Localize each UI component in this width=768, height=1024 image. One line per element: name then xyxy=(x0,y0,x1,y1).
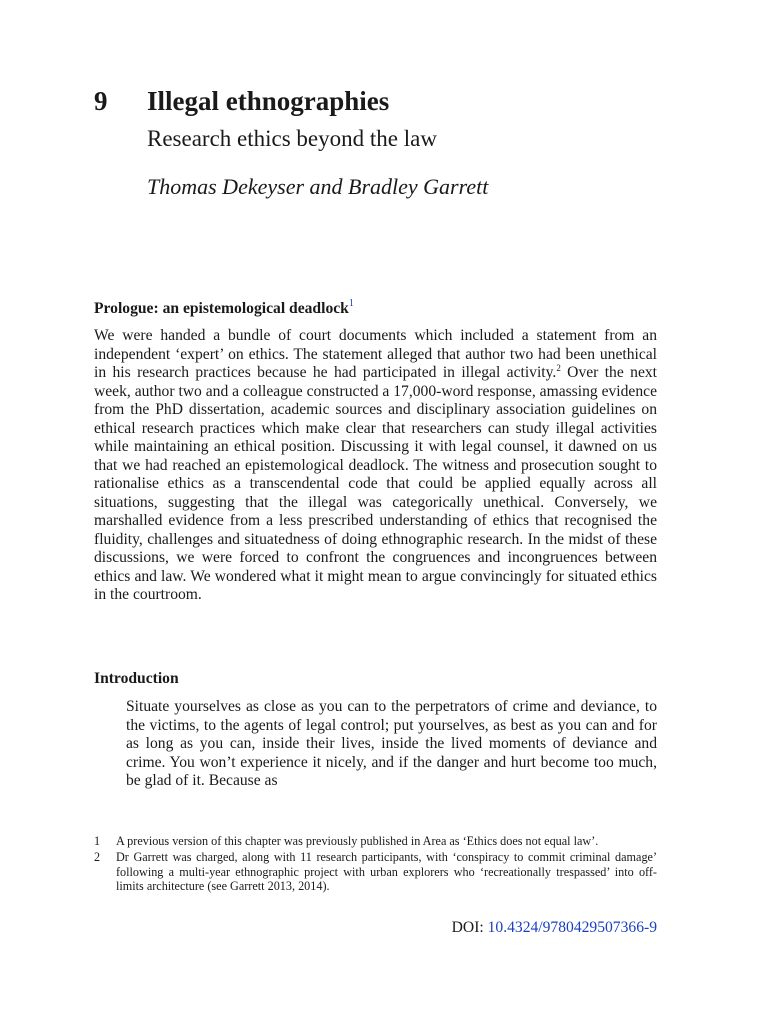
introduction-heading: Introduction xyxy=(94,670,179,687)
footnote-1 xyxy=(94,834,657,848)
chapter-title: Illegal ethnographies xyxy=(147,86,390,116)
prologue-heading-text: Prologue: an epistemological deadlock xyxy=(94,300,349,318)
footnote-number: 1 xyxy=(94,834,101,848)
prologue-heading xyxy=(94,299,354,318)
introduction-quote-text: Situate yourselves as close as you can to the perpetrators of crime and deviance, to the victims, to the agents of legal control; put yourselves, as best as you can and for as long as you can, inside their lives, inside the lived moments of deviance and crime. You won’t experience it nicely, and if the danger and hurt become too much, be glad of it. Because as xyxy=(126,698,657,789)
doi-link[interactable]: 10.4324/9780429507366-9 xyxy=(487,919,657,936)
footnotes xyxy=(94,834,657,896)
prologue-paragraph xyxy=(94,327,657,605)
chapter-authors: Thomas Dekeyser and Bradley Garrett xyxy=(147,174,489,199)
footnote-ref-2[interactable]: 2 xyxy=(556,362,561,373)
prologue-text-part-1: We were handed a bundle of court documents which included a statement from an independent ‘expert’ on ethics. The statement alleged that author two had been unethical in his research practices because he had participated in illegal activity. xyxy=(94,327,657,381)
footnote-text: Dr Garrett was charged, along with 11 research participants, with ‘conspiracy to commit criminal damage’ following a multi-year ethnographic project with urban explorers who ‘recreationally trespassed’ into off-limits architecture (see Garrett 2013, 2014). xyxy=(116,850,657,894)
introduction-quote xyxy=(126,698,657,791)
footnote-2 xyxy=(94,850,657,893)
footnote-text: A previous version of this chapter was previously published in Area as ‘Ethics does not equal law’. xyxy=(116,834,599,848)
chapter-subtitle: Research ethics beyond the law xyxy=(147,126,437,151)
doi-label: DOI: xyxy=(451,919,488,936)
footnote-link-1[interactable]: 1 xyxy=(348,298,354,309)
prologue-body xyxy=(94,327,657,605)
footnote-number: 2 xyxy=(94,850,101,865)
chapter-number: 9 xyxy=(94,86,108,116)
doi xyxy=(452,919,657,937)
prologue-text-part-2: Over the next week, author two and a colleague constructed a 17,000-word response, amassing evidence from the PhD dissertation, academic sources and disciplinary association guidelines on ethical research practices which make clear that researchers can study illegal activities while maintaining an ethical position. Discussing it with legal counsel, it dawned on us that we had reached an epistemological deadlock. The witness and prosecution sought to rationalise ethics as a transcendental code that could be applied equally across all situations, suggesting that the illegal was categorically unethical. Conversely, we marshalled evidence from a less prescribed understanding of ethics that recognised the fluidity, challenges and situatedness of doing ethnographic research. In the midst of these discussions, we were forced to confront the congruences and incongruences between ethics and law. We wondered what it might mean to argue convincingly for situated ethics in the courtroom. xyxy=(94,364,657,603)
